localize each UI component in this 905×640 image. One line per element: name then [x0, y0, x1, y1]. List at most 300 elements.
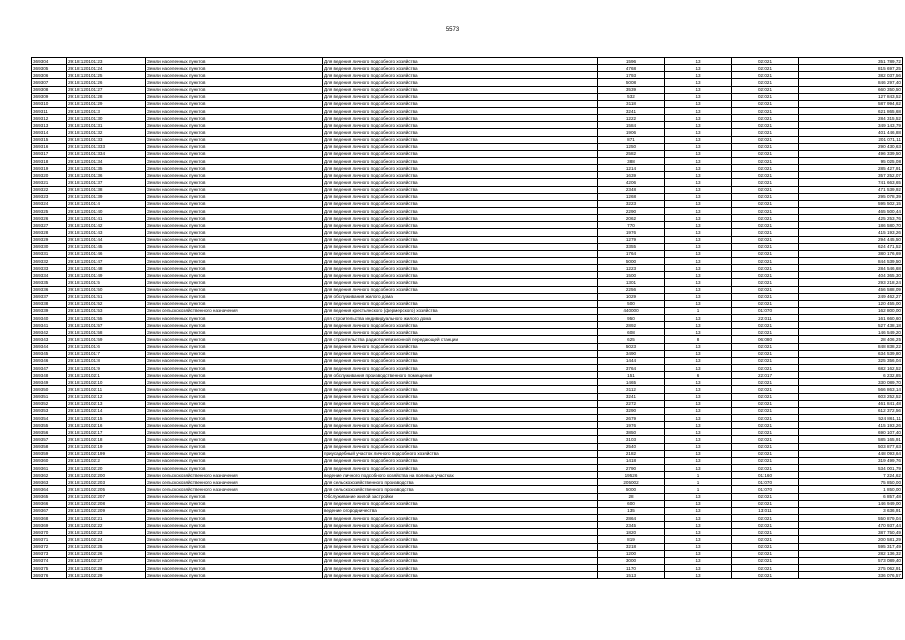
land-category-cell: Земли населенных пунктов [146, 222, 323, 229]
land-category-cell: Земли населенных пунктов [146, 450, 323, 457]
table-row [32, 100, 903, 107]
group-code-cell: 13 [665, 65, 732, 72]
zone-code-cell: 02:021 [732, 386, 799, 393]
cadastral-value-cell: 595 502,15 [799, 200, 903, 207]
record-number-cell: 369340 [32, 315, 67, 322]
cadastral-value-cell: 465 500,44 [799, 207, 903, 214]
record-number-cell: 369314 [32, 129, 67, 136]
cadastral-number-cell: 29:18:120102:28 [67, 564, 146, 571]
cadastral-number-cell: 29:18:120102:25 [67, 543, 146, 550]
land-category-cell: Земли населенных пунктов [146, 400, 323, 407]
cadastral-number-cell: 29:18:120102:19 [67, 443, 146, 450]
cadastral-value-cell: 200 581,29 [799, 536, 903, 543]
land-category-cell: Земли населенных пунктов [146, 522, 323, 529]
zone-code-cell: 02:021 [732, 343, 799, 350]
permitted-use-cell: Для ведения личного подсобного хозяйства [323, 115, 598, 122]
table-row [32, 272, 903, 279]
group-code-cell: 13 [665, 379, 732, 386]
land-category-cell: Земли населенных пунктов [146, 172, 323, 179]
land-category-cell: Земли населенных пунктов [146, 465, 323, 472]
permitted-use-cell: Для ведения личного подсобного хозяйства [323, 415, 598, 422]
table-row [32, 450, 903, 457]
permitted-use-cell: Для ведения личного подсобного хозяйства [323, 200, 598, 207]
record-number-cell: 369309 [32, 93, 67, 100]
area-cell: 1250 [598, 143, 665, 150]
record-number-cell: 369310 [32, 100, 67, 107]
table-row [32, 315, 903, 322]
area-cell: 2892 [598, 322, 665, 329]
cadastral-value-cell: 127 843,52 [799, 93, 903, 100]
land-category-cell: Земли населенных пунктов [146, 500, 323, 507]
group-code-cell: 13 [665, 150, 732, 157]
cadastral-value-cell: 534 001,79 [799, 465, 903, 472]
area-cell: 2540 [598, 443, 665, 450]
area-cell: 28 [598, 493, 665, 500]
permitted-use-cell: Для ведения личного подсобного хозяйства [323, 86, 598, 93]
cadastral-value-cell: 566 863,14 [799, 386, 903, 393]
land-category-cell: Земли населенных пунктов [146, 436, 323, 443]
cadastral-value-cell: 415 193,26 [799, 422, 903, 429]
area-cell: 3355 [598, 243, 665, 250]
zone-code-cell: 02:021 [732, 536, 799, 543]
cadastral-value-cell: 550 879,04 [799, 515, 903, 522]
permitted-use-cell: Для ведения личного подсобного хозяйства [323, 93, 598, 100]
land-category-cell: Земли населенных пунктов [146, 557, 323, 564]
area-cell: 3241 [598, 107, 665, 114]
cadastral-number-cell: 29:18:120101:9 [67, 365, 146, 372]
permitted-use-cell: Для ведения личного подсобного хозяйства [323, 543, 598, 550]
table-row [32, 500, 903, 507]
table-row [32, 436, 903, 443]
group-code-cell: 13 [665, 243, 732, 250]
zone-code-cell: 02:021 [732, 107, 799, 114]
area-cell: 4768 [598, 65, 665, 72]
area-cell: 3290 [598, 407, 665, 414]
permitted-use-cell: Для строительства радиотелевизионной передающей станции [323, 336, 598, 343]
cadastral-value-cell: 6 857,48 [799, 493, 903, 500]
area-cell: 1820 [598, 529, 665, 536]
table-row [32, 200, 903, 207]
permitted-use-cell: Для ведения личного подсобного хозяйства [323, 107, 598, 114]
cadastral-value-table [31, 57, 903, 579]
land-category-cell: Земли населенных пунктов [146, 129, 323, 136]
cadastral-number-cell: 29:18:120101:39 [67, 193, 146, 200]
table-row [32, 557, 903, 564]
table-row [32, 479, 903, 486]
cadastral-value-cell: 682 162,52 [799, 365, 903, 372]
group-code-cell: 1 [665, 479, 732, 486]
permitted-use-cell: Для ведения личного подсобного хозяйства [323, 179, 598, 186]
permitted-use-cell: Для ведения личного подсобного хозяйства [323, 343, 598, 350]
area-cell: 1764 [598, 250, 665, 257]
table-row [32, 300, 903, 307]
area-cell: 2790 [598, 465, 665, 472]
table-row [32, 415, 903, 422]
area-cell: 871 [598, 136, 665, 143]
area-cell: 2864 [598, 515, 665, 522]
cadastral-value-cell: 624 471,52 [799, 243, 903, 250]
group-code-cell: 13 [665, 93, 732, 100]
zone-code-cell: 02:021 [732, 186, 799, 193]
zone-code-cell: 01:070 [732, 486, 799, 493]
permitted-use-cell: Для ведения личного подсобного хозяйства [323, 143, 598, 150]
land-category-cell: Земли населенных пунктов [146, 343, 323, 350]
area-cell: 1584 [598, 122, 665, 129]
group-code-cell: 13 [665, 215, 732, 222]
permitted-use-cell: Для ведения личного подсобного хозяйства [323, 572, 598, 579]
permitted-use-cell: Для ведения личного подсобного хозяйства [323, 250, 598, 257]
zone-code-cell: 02:021 [732, 250, 799, 257]
cadastral-value-cell: 690 107,40 [799, 429, 903, 436]
permitted-use-cell: Для ведения личного подсобного хозяйства [323, 157, 598, 164]
land-category-cell: Земли населенных пунктов [146, 236, 323, 243]
cadastral-value-cell: 461 841,48 [799, 400, 903, 407]
zone-code-cell: 02:021 [732, 300, 799, 307]
area-cell: 1465 [598, 379, 665, 386]
zone-code-cell: 02:021 [732, 493, 799, 500]
area-cell: 3218 [598, 543, 665, 550]
group-code-cell: 13 [665, 115, 732, 122]
cadastral-number-cell: 29:18:120102:16 [67, 422, 146, 429]
zone-code-cell: 01:070 [732, 307, 799, 314]
zone-code-cell: 02:021 [732, 150, 799, 157]
group-code-cell: 13 [665, 386, 732, 393]
land-category-cell: Земли населенных пунктов [146, 329, 323, 336]
cadastral-value-cell: 587 994,62 [799, 100, 903, 107]
cadastral-value-cell: 146 949,00 [799, 500, 903, 507]
area-cell: 770 [598, 222, 665, 229]
group-code-cell: 13 [665, 107, 732, 114]
zone-code-cell: 02:021 [732, 257, 799, 264]
cadastral-value-cell: 741 663,65 [799, 179, 903, 186]
cadastral-number-cell: 29:18:120101:25 [67, 72, 146, 79]
record-number-cell: 369365 [32, 493, 67, 500]
zone-code-cell: 02:021 [732, 422, 799, 429]
record-number-cell: 369320 [32, 172, 67, 179]
zone-code-cell: 02:021 [732, 443, 799, 450]
record-number-cell: 369323 [32, 193, 67, 200]
area-cell: 3539 [598, 86, 665, 93]
permitted-use-cell: Для ведения личного подсобного хозяйства [323, 350, 598, 357]
land-category-cell: Земли населенных пунктов [146, 115, 323, 122]
cadastral-number-cell: 29:18:120102:1 [67, 372, 146, 379]
land-category-cell: Земли населенных пунктов [146, 150, 323, 157]
table-row [32, 515, 903, 522]
group-code-cell: 13 [665, 400, 732, 407]
permitted-use-cell: Для ведения личного подсобного хозяйства [323, 429, 598, 436]
permitted-use-cell: Для ведения личного подсобного хозяйства [323, 193, 598, 200]
permitted-use-cell: Для ведения личного подсобного хозяйства [323, 357, 598, 364]
table-row [32, 257, 903, 264]
table-row [32, 207, 903, 214]
area-cell: 1214 [598, 165, 665, 172]
record-number-cell: 369376 [32, 572, 67, 579]
group-code-cell: 13 [665, 329, 732, 336]
group-code-cell: 13 [665, 272, 732, 279]
land-category-cell: Земли населенных пунктов [146, 193, 323, 200]
record-number-cell: 369371 [32, 536, 67, 543]
zone-code-cell: 02:021 [732, 465, 799, 472]
area-cell: 2272 [598, 400, 665, 407]
group-code-cell: 13 [665, 465, 732, 472]
area-cell: 151 [598, 372, 665, 379]
cadastral-number-cell: 29:18:120102:21 [67, 515, 146, 522]
cadastral-number-cell: 29:18:120102:2 [67, 457, 146, 464]
land-category-cell: Земли населенных пунктов [146, 100, 323, 107]
area-cell: 600 [598, 500, 665, 507]
zone-code-cell: 02:021 [732, 515, 799, 522]
permitted-use-cell: Для ведения личного подсобного хозяйства [323, 522, 598, 529]
cadastral-number-cell: 29:18:120101:50 [67, 286, 146, 293]
permitted-use-cell: Для ведения личного подсобного хозяйства [323, 529, 598, 536]
cadastral-value-cell: 573 089,40 [799, 557, 903, 564]
cadastral-number-cell: 29:18:120102:12 [67, 393, 146, 400]
cadastral-number-cell: 29:18:120101:43 [67, 229, 146, 236]
area-cell: 3103 [598, 436, 665, 443]
zone-code-cell: 02:021 [732, 115, 799, 122]
cadastral-value-cell: 201 071,11 [799, 136, 903, 143]
record-number-cell: 369360 [32, 457, 67, 464]
record-number-cell: 369332 [32, 257, 67, 264]
table-row [32, 193, 903, 200]
zone-code-cell: 02:021 [732, 236, 799, 243]
permitted-use-cell: Для ведения личного подсобного хозяйства [323, 257, 598, 264]
permitted-use-cell: Для ведения личного подсобного хозяйства [323, 186, 598, 193]
group-code-cell: 13 [665, 72, 732, 79]
area-cell: 532 [598, 93, 665, 100]
land-category-cell: Земли населенных пунктов [146, 536, 323, 543]
land-category-cell: Земли населенных пунктов [146, 572, 323, 579]
record-number-cell: 369316 [32, 143, 67, 150]
cadastral-number-cell: 29:18:120101:41 [67, 215, 146, 222]
cadastral-number-cell: 29:18:120101:59 [67, 336, 146, 343]
cadastral-value-cell: 325 356,04 [799, 357, 903, 364]
permitted-use-cell: Для ведения личного подсобного хозяйства [323, 443, 598, 450]
zone-code-cell: 02:021 [732, 172, 799, 179]
table-row [32, 529, 903, 536]
area-cell: 2582 [598, 150, 665, 157]
area-cell: 1268 [598, 193, 665, 200]
cadastral-value-cell: 284 546,68 [799, 265, 903, 272]
permitted-use-cell: Для ведения личного подсобного хозяйства [323, 557, 598, 564]
table-row [32, 293, 903, 300]
cadastral-number-cell: 29:18:120101:45 [67, 243, 146, 250]
area-cell: 1444 [598, 357, 665, 364]
cadastral-number-cell: 29:18:120101:40 [67, 207, 146, 214]
permitted-use-cell: Для сельскохозяйственного производства [323, 479, 598, 486]
zone-code-cell: 02:021 [732, 564, 799, 571]
zone-code-cell: 02:021 [732, 429, 799, 436]
permitted-use-cell: Для ведения личного подсобного хозяйства [323, 150, 598, 157]
group-code-cell: 8 [665, 336, 732, 343]
permitted-use-cell: Для ведения личного подсобного хозяйства [323, 536, 598, 543]
cadastral-value-cell: 634 539,80 [799, 350, 903, 357]
area-cell: 3490 [598, 350, 665, 357]
record-number-cell: 369353 [32, 407, 67, 414]
group-code-cell: 13 [665, 157, 732, 164]
cadastral-number-cell: 29:18:120101:34 [67, 157, 146, 164]
table-row [32, 79, 903, 86]
record-number-cell: 369337 [32, 293, 67, 300]
table-row [32, 286, 903, 293]
zone-code-cell: 02:021 [732, 350, 799, 357]
land-category-cell: Земли населенных пунктов [146, 265, 323, 272]
land-category-cell: Земли населенных пунктов [146, 200, 323, 207]
group-code-cell: 13 [665, 250, 732, 257]
area-cell: 3000 [598, 557, 665, 564]
record-number-cell: 369345 [32, 350, 67, 357]
cadastral-number-cell: 29:18:120101:53 [67, 307, 146, 314]
area-cell: 1418 [598, 457, 665, 464]
record-number-cell: 369349 [32, 379, 67, 386]
table-row [32, 350, 903, 357]
area-cell: 5000 [598, 486, 665, 493]
land-category-cell: Земли населенных пунктов [146, 86, 323, 93]
cadastral-number-cell: 29:18:120101:48 [67, 265, 146, 272]
record-number-cell: 369317 [32, 150, 67, 157]
zone-code-cell: 02:021 [732, 393, 799, 400]
record-number-cell: 369354 [32, 415, 67, 422]
group-code-cell: 13 [665, 186, 732, 193]
permitted-use-cell: Для ведения личного подсобного хозяйства [323, 386, 598, 393]
zone-code-cell: 02:021 [732, 379, 799, 386]
cadastral-number-cell: 29:18:120101:5 [67, 279, 146, 286]
area-cell: 3118 [598, 100, 665, 107]
land-category-cell: Земли населенных пунктов [146, 365, 323, 372]
record-number-cell: 369329 [32, 236, 67, 243]
cadastral-value-cell: 249 462,27 [799, 293, 903, 300]
table-body [32, 58, 903, 579]
record-number-cell: 369313 [32, 122, 67, 129]
land-category-cell: Земли населенных пунктов [146, 543, 323, 550]
permitted-use-cell: Для сельскохозяйственного производства [323, 486, 598, 493]
permitted-use-cell: Для ведения личного подсобного хозяйства [323, 136, 598, 143]
area-cell: 1976 [598, 422, 665, 429]
group-code-cell: 13 [665, 350, 732, 357]
area-cell: 2256 [598, 286, 665, 293]
group-code-cell: 13 [665, 172, 732, 179]
land-category-cell: Земли населенных пунктов [146, 243, 323, 250]
zone-code-cell: 02:021 [732, 557, 799, 564]
cadastral-value-cell: 503 877,63 [799, 443, 903, 450]
group-code-cell: 13 [665, 550, 732, 557]
record-number-cell: 369335 [32, 279, 67, 286]
land-category-cell: Земли населенных пунктов [146, 350, 323, 357]
cadastral-value-cell: 293 218,24 [799, 279, 903, 286]
land-category-cell: Земли населенных пунктов [146, 393, 323, 400]
group-code-cell: 13 [665, 422, 732, 429]
group-code-cell: 13 [665, 393, 732, 400]
area-cell: 135 [598, 507, 665, 514]
zone-code-cell: 02:021 [732, 329, 799, 336]
cadastral-value-cell: 294 445,50 [799, 236, 903, 243]
table-row [32, 243, 903, 250]
cadastral-value-cell: 7 224,62 [799, 472, 903, 479]
area-cell: 1906 [598, 129, 665, 136]
permitted-use-cell: Для ведения личного подсобного хозяйства [323, 329, 598, 336]
area-cell: 5023 [598, 343, 665, 350]
zone-code-cell: 06:080 [732, 336, 799, 343]
table-row [32, 536, 903, 543]
record-number-cell: 369374 [32, 557, 67, 564]
land-category-cell: Земли сельскохозяйственного назначения [146, 479, 323, 486]
group-code-cell: 13 [665, 286, 732, 293]
area-cell: 3241 [598, 393, 665, 400]
land-category-cell: Земли сельскохозяйственного назначения [146, 307, 323, 314]
zone-code-cell: 02:021 [732, 500, 799, 507]
group-code-cell: 13 [665, 357, 732, 364]
land-category-cell: Земли населенных пунктов [146, 272, 323, 279]
group-code-cell: 13 [665, 507, 732, 514]
group-code-cell: 13 [665, 229, 732, 236]
zone-code-cell: 02:021 [732, 407, 799, 414]
table-row [32, 122, 903, 129]
zone-code-cell: 01:070 [732, 479, 799, 486]
zone-code-cell: 22:017 [732, 372, 799, 379]
table-row [32, 229, 903, 236]
permitted-use-cell: Для обслуживания жилого дома [323, 293, 598, 300]
group-code-cell: 13 [665, 222, 732, 229]
zone-code-cell: 02:021 [732, 207, 799, 214]
record-number-cell: 369344 [32, 343, 67, 350]
permitted-use-cell: Для ведения личного подсобного хозяйства [323, 379, 598, 386]
land-category-cell: Земли населенных пунктов [146, 286, 323, 293]
land-category-cell: Земли населенных пунктов [146, 186, 323, 193]
table-row [32, 107, 903, 114]
permitted-use-cell: Для ведения личного подсобного хозяйства [323, 457, 598, 464]
cadastral-number-cell: 29:18:120102:207 [67, 493, 146, 500]
table-row [32, 507, 903, 514]
permitted-use-cell: Для ведения личного подсобного хозяйства [323, 122, 598, 129]
cadastral-number-cell: 29:18:120101:6 [67, 343, 146, 350]
cadastral-value-cell: 336 076,57 [799, 572, 903, 579]
zone-code-cell: 02:021 [732, 72, 799, 79]
permitted-use-cell: Для ведения личного подсобного хозяйства [323, 229, 598, 236]
area-cell: 2062 [598, 215, 665, 222]
table-row [32, 407, 903, 414]
group-code-cell: 13 [665, 536, 732, 543]
permitted-use-cell: для строительства индивидуального жилого дома [323, 315, 598, 322]
cadastral-number-cell: 29:18:120101:28 [67, 93, 146, 100]
cadastral-number-cell: 29:18:120101:44 [67, 236, 146, 243]
cadastral-number-cell: 29:18:120101:29 [67, 100, 146, 107]
cadastral-value-cell: 387 750,49 [799, 529, 903, 536]
group-code-cell: 13 [665, 315, 732, 322]
cadastral-value-cell: 161 660,60 [799, 315, 903, 322]
cadastral-value-cell: 496 339,50 [799, 150, 903, 157]
area-cell: 440000 [598, 307, 665, 314]
area-cell: 2182 [598, 450, 665, 457]
cadastral-value-cell: 275 062,91 [799, 564, 903, 571]
cadastral-value-cell: 186 580,70 [799, 222, 903, 229]
land-category-cell: Земли населенных пунктов [146, 429, 323, 436]
land-category-cell: Земли населенных пунктов [146, 336, 323, 343]
area-cell: 1513 [598, 572, 665, 579]
zone-code-cell: 22:011 [732, 315, 799, 322]
land-category-cell: Земли населенных пунктов [146, 379, 323, 386]
permitted-use-cell: Для ведения личного подсобного хозяйства [323, 236, 598, 243]
record-number-cell: 369334 [32, 272, 67, 279]
table-row [32, 372, 903, 379]
group-code-cell: 13 [665, 572, 732, 579]
cadastral-value-cell: 603 252,52 [799, 393, 903, 400]
cadastral-value-cell: 3 636,91 [799, 507, 903, 514]
cadastral-number-cell: 29:18:120101:333 [67, 143, 146, 150]
group-code-cell: 13 [665, 300, 732, 307]
table-row [32, 422, 903, 429]
group-code-cell: 13 [665, 564, 732, 571]
record-number-cell: 369372 [32, 543, 67, 550]
